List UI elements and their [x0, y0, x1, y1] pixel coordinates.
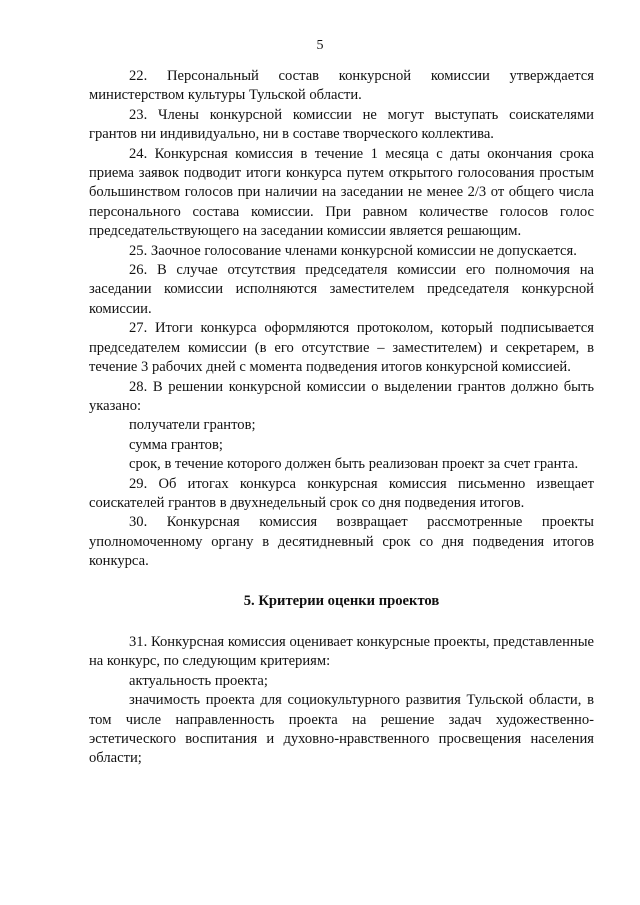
paragraph-25: 25. Заочное голосование членами конкурсной комиссии не допускается.: [129, 242, 577, 259]
paragraph-22: 22. Персональный состав конкурсной комиссии утверждается министерством культуры Тульской области.: [89, 68, 594, 104]
paragraph-26: 26. В случае отсутствия председателя комиссии его полномочия на заседании комиссии исполняются заместителем председателя конкурсной комиссии.: [89, 262, 594, 317]
paragraph-23: 23. Члены конкурсной комиссии не могут выступать соискателями грантов ни индивидуально, ни в составе творческого коллектива.: [89, 106, 594, 143]
criterion-relevance: актуальность проекта;: [129, 672, 268, 689]
paragraph-24: 24. Конкурсная комиссия в течение 1 месяца с даты окончания срока приема заявок подводит итоги конкурса путем открытого голосования простым большинством голосов при наличии на заседании не менее 2/3 от общего числа персонального состава комиссии. При равном количестве голосов голос председательствующего на заседании комиссии является решающим.: [89, 145, 594, 240]
paragraph-30: 30. Конкурсная комиссия возвращает рассмотренные проекты уполномоченному органу в десятидневный срок со дня подведения итогов конкурса.: [89, 514, 594, 570]
criterion-significance: значимость проекта для социокультурного развития Тульской области, в том числе направленность проекта на решение задач художественно-эстетического воспитания и духовно-нравственного просвещения населения области;: [89, 692, 594, 767]
list-item-amount: сумма грантов;: [129, 436, 223, 453]
list-item-recipients: получатели грантов;: [129, 417, 256, 434]
page-number: 5: [316, 38, 324, 53]
paragraph-29: 29. Об итогах конкурса конкурсная комиссия письменно извещает соискателей грантов в двухнедельный срок со дня подведения итогов.: [89, 475, 594, 511]
section-heading: 5. Критерии оценки проектов: [243, 592, 440, 609]
paragraph-27: 27. Итоги конкурса оформляются протоколом, который подписывается председателем комиссии (в его отсутствие – заместителем) и секретарем, в течение 3 рабочих дней с момента подведения итогов конкурсной комиссией.: [89, 320, 594, 376]
list-item-deadline: срок, в течение которого должен быть реализован проект за счет гранта.: [129, 456, 579, 473]
document-body: [89, 67, 594, 769]
paragraph-31: 31. Конкурсная комиссия оценивает конкурсные проекты, представленные на конкурс, по следующим критериям:: [89, 633, 594, 670]
spacer: [89, 611, 594, 633]
paragraph-28: 28. В решении конкурсной комиссии о выделении грантов должно быть указано:: [89, 378, 594, 414]
spacer: [89, 572, 594, 592]
